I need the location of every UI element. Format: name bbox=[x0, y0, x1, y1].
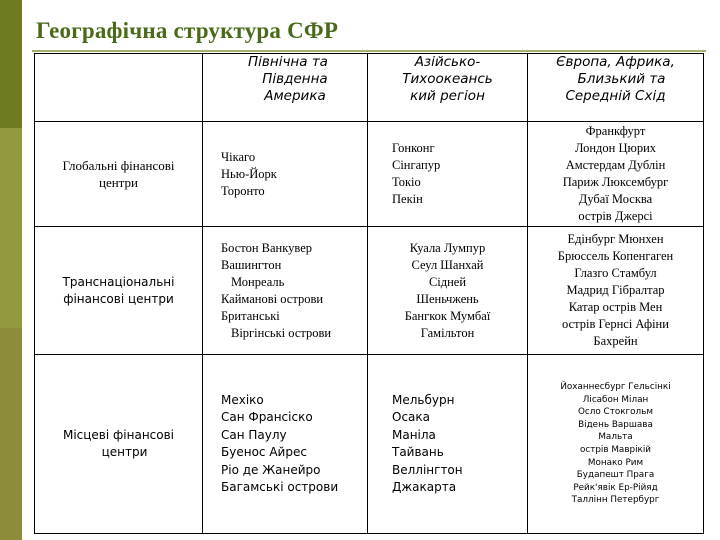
city-entry: Сідней bbox=[428, 274, 467, 289]
cell-global-asia bbox=[368, 122, 528, 227]
city-entry: Таллінн Петербург bbox=[571, 495, 660, 506]
city-entry: Ріо де Жанейро bbox=[221, 462, 321, 477]
city-entry: Веллінгтон bbox=[392, 462, 463, 477]
row-label-line: Транснаціональні bbox=[62, 274, 175, 289]
header-americas-line: Північна та bbox=[248, 54, 328, 70]
city-entry: Сеул Шанхай bbox=[411, 257, 484, 272]
city-entry: Сан Паулу bbox=[221, 427, 287, 442]
city-entry: Глазго Стамбул bbox=[574, 266, 657, 280]
row-local bbox=[35, 355, 704, 534]
row-label-global bbox=[35, 122, 203, 227]
header-asia-pacific-line: Азійсько- bbox=[414, 54, 481, 70]
city-entry: Джакарта bbox=[392, 480, 457, 494]
city-entry: Лісабон Мілан bbox=[582, 394, 649, 405]
header-europe-africa bbox=[528, 54, 704, 122]
city-entry: Куала Лумпур bbox=[409, 240, 486, 255]
city-entry: Гонконг bbox=[392, 141, 435, 155]
header-europe-africa-line: Середній Схід bbox=[565, 88, 666, 104]
left-accent-bar-middle bbox=[0, 128, 22, 328]
city-entry: Дубаї Москва bbox=[578, 192, 653, 206]
header-americas bbox=[203, 54, 368, 122]
left-accent-bar-top bbox=[0, 0, 22, 128]
city-entry: Багамські острови bbox=[221, 480, 339, 494]
city-entry: Бахрейн bbox=[593, 334, 638, 348]
city-entry: Віргінські острови bbox=[231, 325, 332, 340]
header-row bbox=[35, 54, 704, 122]
city-entry: Мадрид Гібралтар bbox=[566, 283, 665, 297]
cell-transnational-europe bbox=[528, 227, 704, 355]
city-entry: Бостон Ванкувер bbox=[221, 240, 312, 255]
city-entry: Брюссель Копенгаген bbox=[557, 249, 674, 263]
city-entry: Буенос Айрес bbox=[221, 445, 307, 459]
city-entry: Пекін bbox=[392, 192, 423, 206]
city-entry: Токіо bbox=[392, 175, 421, 189]
city-entry: Будапешт Прага bbox=[576, 470, 655, 481]
city-entry: Франкфурт bbox=[585, 124, 646, 138]
city-entry: Нью-Йорк bbox=[221, 166, 277, 181]
row-label-line: фінансові центри bbox=[63, 291, 174, 306]
header-asia-pacific-line: кий регіон bbox=[410, 88, 485, 104]
title-underline bbox=[32, 50, 706, 52]
header-europe-africa-line: Європа, Африка, bbox=[556, 54, 675, 70]
city-entry: Катар острів Мен bbox=[568, 300, 663, 314]
header-asia-pacific-line: Тихоокеансь bbox=[402, 71, 493, 87]
city-entry: Вашингтон bbox=[221, 257, 282, 272]
city-entry: Бангкок Мумбаї bbox=[404, 308, 491, 323]
left-accent-bar bbox=[0, 0, 22, 540]
city-entry: Торонто bbox=[221, 183, 265, 198]
city-entry: Едінбург Мюнхен bbox=[567, 232, 664, 246]
row-label-local bbox=[35, 355, 203, 534]
city-entry: Амстердам Дублін bbox=[565, 158, 666, 172]
city-entry: Лондон Цюрих bbox=[574, 141, 657, 155]
city-entry: Маніла bbox=[392, 427, 436, 442]
city-entry: Осло Стокгольм bbox=[578, 407, 653, 418]
city-entry: Мехіко bbox=[221, 392, 264, 407]
row-label-line: центри bbox=[99, 175, 138, 190]
city-entry: Рейк'явік Ер-Рійяд bbox=[573, 482, 658, 493]
city-entry: Осака bbox=[392, 410, 430, 424]
city-entry: Відень Варшава bbox=[578, 419, 653, 430]
cell-global-europe bbox=[528, 122, 704, 227]
city-entry: Чікаго bbox=[221, 149, 256, 164]
row-label-transnational bbox=[35, 227, 203, 355]
cell-local-asia bbox=[368, 355, 528, 534]
cell-transnational-americas bbox=[203, 227, 368, 355]
row-label-line: центри bbox=[101, 445, 148, 459]
header-asia-pacific bbox=[368, 54, 528, 122]
city-entry: острів Маврікій bbox=[579, 445, 652, 455]
city-entry: Гамільтон bbox=[420, 325, 475, 340]
city-entry: Сінгапур bbox=[392, 158, 441, 172]
row-global bbox=[35, 122, 704, 227]
corner-cell bbox=[35, 54, 203, 122]
city-entry: Сан Франсіско bbox=[221, 410, 313, 424]
city-entry: Йоханнесбург Гельсінкі bbox=[560, 382, 671, 393]
cell-global-americas bbox=[203, 122, 368, 227]
city-entry: Монако Рим bbox=[587, 457, 644, 468]
city-entry: Тайвань bbox=[392, 445, 444, 459]
city-entry: Монреаль bbox=[231, 274, 285, 289]
structure-table bbox=[34, 53, 704, 534]
city-entry: острів Гернсі Афіни bbox=[562, 317, 669, 331]
city-entry: Британські bbox=[221, 308, 280, 323]
cell-local-americas bbox=[203, 355, 368, 534]
row-transnational bbox=[35, 227, 704, 355]
header-europe-africa-line: Близький та bbox=[577, 71, 666, 87]
city-entry: острів Джерсі bbox=[578, 209, 653, 223]
row-label-line: Глобальні фінансові bbox=[62, 158, 175, 173]
row-label-line: Місцеві фінансові bbox=[62, 428, 175, 442]
city-entry: Шеньчжень bbox=[416, 291, 479, 306]
city-entry: Мальта bbox=[598, 432, 633, 443]
city-entry: Париж Люксембург bbox=[562, 175, 669, 189]
slide-title: Географічна структура СФР bbox=[36, 18, 339, 43]
cell-transnational-asia bbox=[368, 227, 528, 355]
city-entry: Кайманові острови bbox=[221, 291, 324, 306]
city-entry: Мельбурн bbox=[392, 392, 455, 407]
header-americas-line: Південна bbox=[262, 71, 328, 87]
header-americas-line: Америка bbox=[264, 88, 326, 104]
cell-local-europe bbox=[528, 355, 704, 534]
